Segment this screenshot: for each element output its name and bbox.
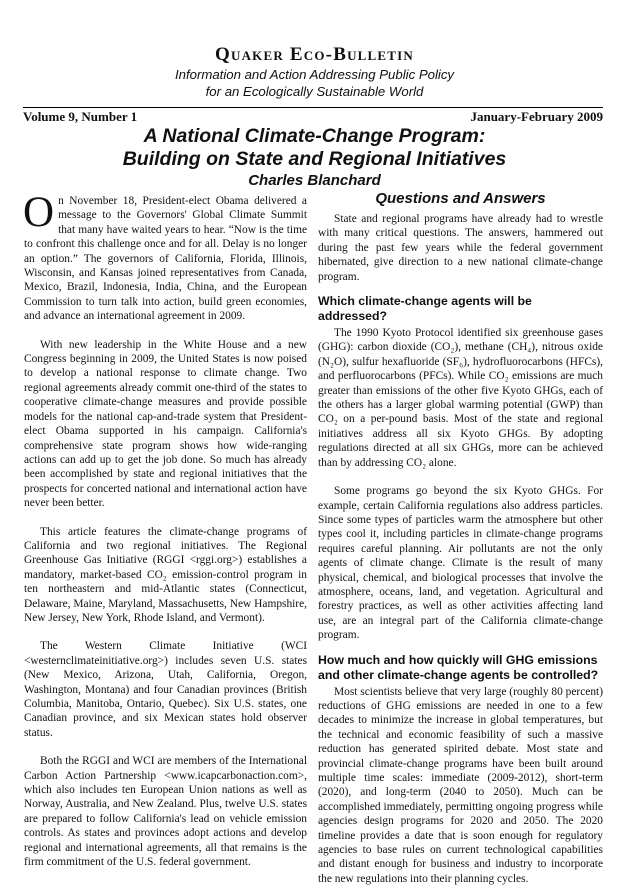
answer-1-paragraph-1: The 1990 Kyoto Protocol identified six greenhouse gases (GHG): carbon dioxide (CO₂), methane (CH₄), nitrous oxide (N₂O), sulfur hexafluoride (SF₆), hydrofluorocarbons (HFCs), and perfluorocarbons (PFCs). While CO₂ emissions are much greater than emissions of the other five Kyoto GHGs, each of the others has a larger global warming potential (GWP) than CO₂ on a per-pound basis. Most of the state and regional initiatives address all six Kyoto GHGs. By adopting regulations directed at all six GHGs, more can be achieved than by addressing CO₂ alone. (318, 327, 603, 469)
paragraph-4: The Western Climate Initiative (WCI <westernclimateinitiative.org>) includes seven U.S. states (New Mexico, Arizona, Utah, California, Oregon, Washington, Montana) and four Canadian provinces (British Columbia, Manitoba, Ontario, Quebec). Six U.S. states, one Canadian province, and six Mexican states hold observer status. (24, 640, 307, 739)
answer-2-paragraph-1: Most scientists believe that very large (roughly 80 percent) reductions of GHG emissions are needed in one to a few decades to minimize the increase in global temperatures, but the technical and economic feasibility of such a massive reduction has generated spirited debate. Most state and provincial climate-change programs have been built around multiple time scales: immediate (2009-2012), short-term (2020), and long-term (2040 to 2050). Much can be accomplished immediately, permitting ongoing progress while agencies design programs for 2020 and 2050. The 2020 timeline provides a date that is soon enough for regulatory agencies to base rules on current technological capabilities and distant enough for business and industry to incorporate the new regulations into their planning cycles. (318, 685, 603, 885)
paragraph-3: This article features the climate-change programs of California and two regional initiatives. The Regional Greenhouse Gas Initiative (RGGI <rggi.org>) establishes a mandatory, market-based CO₂ emission-control program in ten northeastern and mid-Atlantic states (Connecticut, Delaware, Maine, Maryland, Massachusetts, New Hampshire, New Jersey, New York, Rhode Island, and Vermont). (24, 525, 307, 624)
masthead-subtitle-line1: Information and Action Addressing Public Policy (174, 67, 455, 82)
answer-1-paragraph-2: Some programs go beyond the six Kyoto GHGs. For example, certain California regulations also address particles. Since some types of particles warm the atmosphere but other types cool it, including particles in climate-change programs requires careful planning. Air pollutants are not the only agents of climate change. Climate is the result of many physical, chemical, and biological processes that involve the atmosphere, oceans, land, and vegetation. Agricultural and forestry practices, as well as other activities affecting land use, are an integral part of the California climate-change program. (318, 485, 603, 642)
paragraph-1-text: n November 18, President-elect Obama delivered a message to the Governors' Global Climate Summit that many have waited years to hear. “Now is the time to confront this challenge once and for all. Delay is no longer an option.” The governors of California, Florida, Illinois, Wisconsin, and Kansas joined representatives from Canada, Mexico, Brazil, Indonesia, India, China, and the European Commission to turn talk into action, build green economies, and advance an international agreement in 2009. (24, 195, 307, 323)
masthead-subtitle-line2: for an Ecologically Sustainable World (205, 84, 424, 99)
masthead (0, 44, 629, 100)
article-header (0, 125, 629, 190)
article-title-line1: A National Climate-Change Program: (143, 125, 486, 147)
paragraph-1 (23, 189, 307, 324)
intro-paragraph: State and regional programs have already had to wrestle with many critical questions. The answers, hammered out during the past few years while the federal government hibernated, give direction to a new national climate-change program. (318, 213, 603, 283)
question-heading-2: How much and how quickly will GHG emissions and other climate-change agents be controlled? (318, 652, 599, 682)
article-author: Charles Blanchard (248, 172, 381, 189)
question-heading-1: Which climate-change agents will be addressed? (318, 294, 532, 324)
left-column (23, 189, 307, 869)
issue-date: January-February 2009 (470, 109, 603, 124)
volume-number: Volume 9, Number 1 (23, 109, 138, 124)
drop-cap: O (23, 189, 55, 236)
section-title: Questions and Answers (375, 190, 546, 207)
newsletter-title: Quaker Eco-Bulletin (215, 44, 414, 65)
article-title-line2: Building on State and Regional Initiatives (122, 148, 507, 170)
right-column (318, 190, 603, 886)
paragraph-5: Both the RGGI and WCI are members of the International Carbon Action Partnership <www.icapcarbonaction.com>, which also includes ten European Union nations as well as Norway, Australia, and New Zealand. Plus, twelve U.S. states are prepared to follow California's lead on vehicle emission controls. As states and provinces adopt actions and develop regional and international agreements, all that remains is the firm commitment of the U.S. federal government. (24, 755, 307, 869)
paragraph-2: With new leadership in the White House and a new Congress beginning in 2009, the United States is now poised to develop a national response to climate change. Two regional agreements already commit one-third of the states to cooperative climate-change measures and provide possible models for the national cap-and-trade system that President-elect Obama supported in his campaign. California's comprehensive state program shows how wide-ranging actions can add up to get the job done. So much has already been accomplished by state and regional initiatives that the prospects for concerted national and international action have never been better. (24, 338, 307, 510)
masthead-rule (23, 107, 603, 108)
